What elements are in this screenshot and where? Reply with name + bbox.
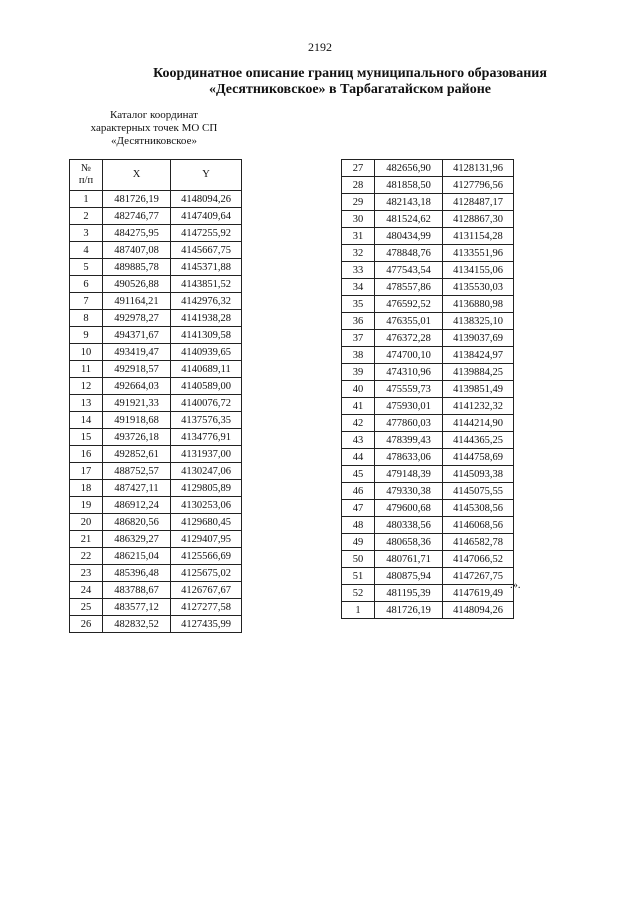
x-coordinate: 489885,78: [103, 259, 171, 276]
point-number: 47: [342, 500, 375, 517]
y-coordinate: 4127277,58: [171, 599, 242, 616]
x-coordinate: 493726,18: [103, 429, 171, 446]
y-coordinate: 4129805,89: [171, 480, 242, 497]
y-coordinate: 4129680,45: [171, 514, 242, 531]
x-coordinate: 478399,43: [375, 432, 443, 449]
page-number: 2192: [308, 40, 332, 54]
x-coordinate: 482143,18: [375, 194, 443, 211]
y-coordinate: 4138424,97: [443, 347, 514, 364]
point-number: 20: [70, 514, 103, 531]
title-line-1: Координатное описание границ муниципального образования: [153, 66, 547, 81]
table-row: [70, 259, 242, 276]
point-number: 4: [70, 242, 103, 259]
table-row: [70, 310, 242, 327]
catalog-caption: [74, 109, 234, 148]
x-coordinate: 476355,01: [375, 313, 443, 330]
table-row: [70, 191, 242, 208]
x-coordinate: 493419,47: [103, 344, 171, 361]
point-number: 34: [342, 279, 375, 296]
y-coordinate: 4141232,32: [443, 398, 514, 415]
closing-mark: .».: [510, 580, 521, 591]
table-row: [70, 395, 242, 412]
y-coordinate: 4144365,25: [443, 432, 514, 449]
y-coordinate: 4144758,69: [443, 449, 514, 466]
point-number: 18: [70, 480, 103, 497]
point-number: 44: [342, 449, 375, 466]
point-number: 52: [342, 585, 375, 602]
point-number: 2: [70, 208, 103, 225]
table-row: [342, 228, 514, 245]
table-row: [342, 483, 514, 500]
point-number: 1: [342, 602, 375, 619]
table-row: [70, 276, 242, 293]
table-row: [70, 344, 242, 361]
y-coordinate: 4140076,72: [171, 395, 242, 412]
table-row: [342, 466, 514, 483]
point-number: 19: [70, 497, 103, 514]
header-number-abbr: п/п: [78, 175, 94, 186]
point-number: 25: [70, 599, 103, 616]
y-coordinate: 4130247,06: [171, 463, 242, 480]
y-coordinate: 4147255,92: [171, 225, 242, 242]
header-y: Y: [171, 160, 242, 191]
x-coordinate: 481195,39: [375, 585, 443, 602]
y-coordinate: 4148094,26: [171, 191, 242, 208]
point-number: 7: [70, 293, 103, 310]
y-coordinate: 4126767,67: [171, 582, 242, 599]
point-number: 31: [342, 228, 375, 245]
y-coordinate: 4130253,06: [171, 497, 242, 514]
coordinates-table-right-body: [342, 160, 514, 619]
point-number: 16: [70, 446, 103, 463]
x-coordinate: 486820,56: [103, 514, 171, 531]
y-coordinate: 4127435,99: [171, 616, 242, 633]
point-number: 35: [342, 296, 375, 313]
caption-line-2: характерных точек МО СП: [90, 122, 218, 134]
table-row: [342, 534, 514, 551]
x-coordinate: 476372,28: [375, 330, 443, 347]
table-row: [342, 296, 514, 313]
point-number: 32: [342, 245, 375, 262]
x-coordinate: 494371,67: [103, 327, 171, 344]
x-coordinate: 478557,86: [375, 279, 443, 296]
table-row: [70, 378, 242, 395]
x-coordinate: 483788,67: [103, 582, 171, 599]
table-row: [70, 548, 242, 565]
table-row: [342, 245, 514, 262]
point-number: 38: [342, 347, 375, 364]
y-coordinate: 4147619,49: [443, 585, 514, 602]
x-coordinate: 488752,57: [103, 463, 171, 480]
point-number: 14: [70, 412, 103, 429]
y-coordinate: 4125566,69: [171, 548, 242, 565]
point-number: 13: [70, 395, 103, 412]
x-coordinate: 475559,73: [375, 381, 443, 398]
x-coordinate: 491918,68: [103, 412, 171, 429]
point-number: 37: [342, 330, 375, 347]
point-number: 24: [70, 582, 103, 599]
point-number: 17: [70, 463, 103, 480]
x-coordinate: 481858,50: [375, 177, 443, 194]
table-row: [70, 497, 242, 514]
table-row: [70, 514, 242, 531]
point-number: 28: [342, 177, 375, 194]
caption-line-1: Каталог координат: [110, 109, 198, 121]
point-number: 27: [342, 160, 375, 177]
x-coordinate: 474700,10: [375, 347, 443, 364]
table-row: [342, 568, 514, 585]
x-coordinate: 474310,96: [375, 364, 443, 381]
table-row: [342, 194, 514, 211]
point-number: 49: [342, 534, 375, 551]
y-coordinate: 4128867,30: [443, 211, 514, 228]
y-coordinate: 4129407,95: [171, 531, 242, 548]
table-row: [70, 242, 242, 259]
x-coordinate: 480761,71: [375, 551, 443, 568]
point-number: 12: [70, 378, 103, 395]
table-row: [342, 279, 514, 296]
y-coordinate: 4133551,96: [443, 245, 514, 262]
point-number: 29: [342, 194, 375, 211]
y-coordinate: 4128131,96: [443, 160, 514, 177]
x-coordinate: 492852,61: [103, 446, 171, 463]
point-number: 22: [70, 548, 103, 565]
table-row: [70, 480, 242, 497]
header-number: [70, 160, 103, 191]
table-row: [342, 415, 514, 432]
table-row: [342, 585, 514, 602]
table-row: [342, 398, 514, 415]
point-number: 42: [342, 415, 375, 432]
point-number: 15: [70, 429, 103, 446]
y-coordinate: 4141938,28: [171, 310, 242, 327]
document-title: [120, 66, 580, 98]
table-row: [70, 616, 242, 633]
y-coordinate: 4139851,49: [443, 381, 514, 398]
y-coordinate: 4145093,38: [443, 466, 514, 483]
x-coordinate: 492664,03: [103, 378, 171, 395]
point-number: 43: [342, 432, 375, 449]
x-coordinate: 478633,06: [375, 449, 443, 466]
x-coordinate: 490526,88: [103, 276, 171, 293]
y-coordinate: 4140589,00: [171, 378, 242, 395]
title-line-2: «Десятниковское» в Тарбагатайском районе: [208, 82, 491, 97]
point-number: 10: [70, 344, 103, 361]
table-row: [70, 599, 242, 616]
header-x: X: [103, 160, 171, 191]
y-coordinate: 4146068,56: [443, 517, 514, 534]
y-coordinate: 4140939,65: [171, 344, 242, 361]
x-coordinate: 483577,12: [103, 599, 171, 616]
x-coordinate: 477860,03: [375, 415, 443, 432]
x-coordinate: 486912,24: [103, 497, 171, 514]
point-number: 8: [70, 310, 103, 327]
table-row: [70, 582, 242, 599]
point-number: 6: [70, 276, 103, 293]
x-coordinate: 481726,19: [375, 602, 443, 619]
point-number: 48: [342, 517, 375, 534]
x-coordinate: 492978,27: [103, 310, 171, 327]
y-coordinate: 4146582,78: [443, 534, 514, 551]
x-coordinate: 484275,95: [103, 225, 171, 242]
x-coordinate: 477543,54: [375, 262, 443, 279]
x-coordinate: 486329,27: [103, 531, 171, 548]
table-row: [70, 412, 242, 429]
x-coordinate: 482832,52: [103, 616, 171, 633]
table-row: [70, 429, 242, 446]
x-coordinate: 486215,04: [103, 548, 171, 565]
table-row: [342, 262, 514, 279]
x-coordinate: 481726,19: [103, 191, 171, 208]
y-coordinate: 4143851,52: [171, 276, 242, 293]
caption-line-3: «Десятниковское»: [111, 135, 197, 147]
table-row: [342, 347, 514, 364]
x-coordinate: 487407,08: [103, 242, 171, 259]
y-coordinate: 4147267,75: [443, 568, 514, 585]
point-number: 36: [342, 313, 375, 330]
table-row: [70, 327, 242, 344]
x-coordinate: 487427,11: [103, 480, 171, 497]
y-coordinate: 4134776,91: [171, 429, 242, 446]
point-number: 23: [70, 565, 103, 582]
x-coordinate: 480875,94: [375, 568, 443, 585]
point-number: 40: [342, 381, 375, 398]
y-coordinate: 4147066,52: [443, 551, 514, 568]
table-row: [342, 211, 514, 228]
table-row: [342, 517, 514, 534]
x-coordinate: 479600,68: [375, 500, 443, 517]
point-number: 30: [342, 211, 375, 228]
table-row: [70, 208, 242, 225]
x-coordinate: 476592,52: [375, 296, 443, 313]
x-coordinate: 482746,77: [103, 208, 171, 225]
table-row: [70, 361, 242, 378]
x-coordinate: 480338,56: [375, 517, 443, 534]
x-coordinate: 492918,57: [103, 361, 171, 378]
table-row: [70, 463, 242, 480]
table-row: [70, 446, 242, 463]
point-number: 9: [70, 327, 103, 344]
table-row: [342, 330, 514, 347]
y-coordinate: 4145075,55: [443, 483, 514, 500]
y-coordinate: 4139037,69: [443, 330, 514, 347]
coordinates-table-left: [69, 159, 242, 633]
y-coordinate: 4131154,28: [443, 228, 514, 245]
y-coordinate: 4141309,58: [171, 327, 242, 344]
y-coordinate: 4148094,26: [443, 602, 514, 619]
point-number: 26: [70, 616, 103, 633]
table-row: [342, 602, 514, 619]
point-number: 11: [70, 361, 103, 378]
y-coordinate: 4145308,56: [443, 500, 514, 517]
point-number: 33: [342, 262, 375, 279]
point-number: 5: [70, 259, 103, 276]
y-coordinate: 4144214,90: [443, 415, 514, 432]
y-coordinate: 4142976,32: [171, 293, 242, 310]
x-coordinate: 480434,99: [375, 228, 443, 245]
table-row: [70, 225, 242, 242]
table-row: [342, 449, 514, 466]
y-coordinate: 4139884,25: [443, 364, 514, 381]
x-coordinate: 485396,48: [103, 565, 171, 582]
x-coordinate: 478848,76: [375, 245, 443, 262]
y-coordinate: 4138325,10: [443, 313, 514, 330]
table-header-row: [70, 160, 242, 191]
table-row: [342, 432, 514, 449]
coordinates-table-right: [341, 159, 514, 619]
y-coordinate: 4147409,64: [171, 208, 242, 225]
x-coordinate: 480658,36: [375, 534, 443, 551]
x-coordinate: 475930,01: [375, 398, 443, 415]
y-coordinate: 4145667,75: [171, 242, 242, 259]
y-coordinate: 4137576,35: [171, 412, 242, 429]
x-coordinate: 491921,33: [103, 395, 171, 412]
x-coordinate: 481524,62: [375, 211, 443, 228]
x-coordinate: 491164,21: [103, 293, 171, 310]
table-row: [70, 565, 242, 582]
x-coordinate: 482656,90: [375, 160, 443, 177]
y-coordinate: 4145371,88: [171, 259, 242, 276]
y-coordinate: 4140689,11: [171, 361, 242, 378]
table-row: [342, 364, 514, 381]
y-coordinate: 4127796,56: [443, 177, 514, 194]
table-row: [342, 381, 514, 398]
table-row: [342, 500, 514, 517]
x-coordinate: 479330,38: [375, 483, 443, 500]
table-row: [342, 313, 514, 330]
header-number-symbol: №: [80, 163, 92, 174]
point-number: 41: [342, 398, 375, 415]
y-coordinate: 4128487,17: [443, 194, 514, 211]
point-number: 50: [342, 551, 375, 568]
point-number: 3: [70, 225, 103, 242]
y-coordinate: 4136880,98: [443, 296, 514, 313]
point-number: 1: [70, 191, 103, 208]
table-row: [342, 160, 514, 177]
point-number: 39: [342, 364, 375, 381]
coordinates-table-left-body: [70, 191, 242, 633]
x-coordinate: 479148,39: [375, 466, 443, 483]
table-row: [342, 177, 514, 194]
point-number: 21: [70, 531, 103, 548]
y-coordinate: 4135530,03: [443, 279, 514, 296]
point-number: 51: [342, 568, 375, 585]
point-number: 45: [342, 466, 375, 483]
y-coordinate: 4125675,02: [171, 565, 242, 582]
table-row: [70, 531, 242, 548]
y-coordinate: 4134155,06: [443, 262, 514, 279]
y-coordinate: 4131937,00: [171, 446, 242, 463]
point-number: 46: [342, 483, 375, 500]
table-row: [342, 551, 514, 568]
table-row: [70, 293, 242, 310]
